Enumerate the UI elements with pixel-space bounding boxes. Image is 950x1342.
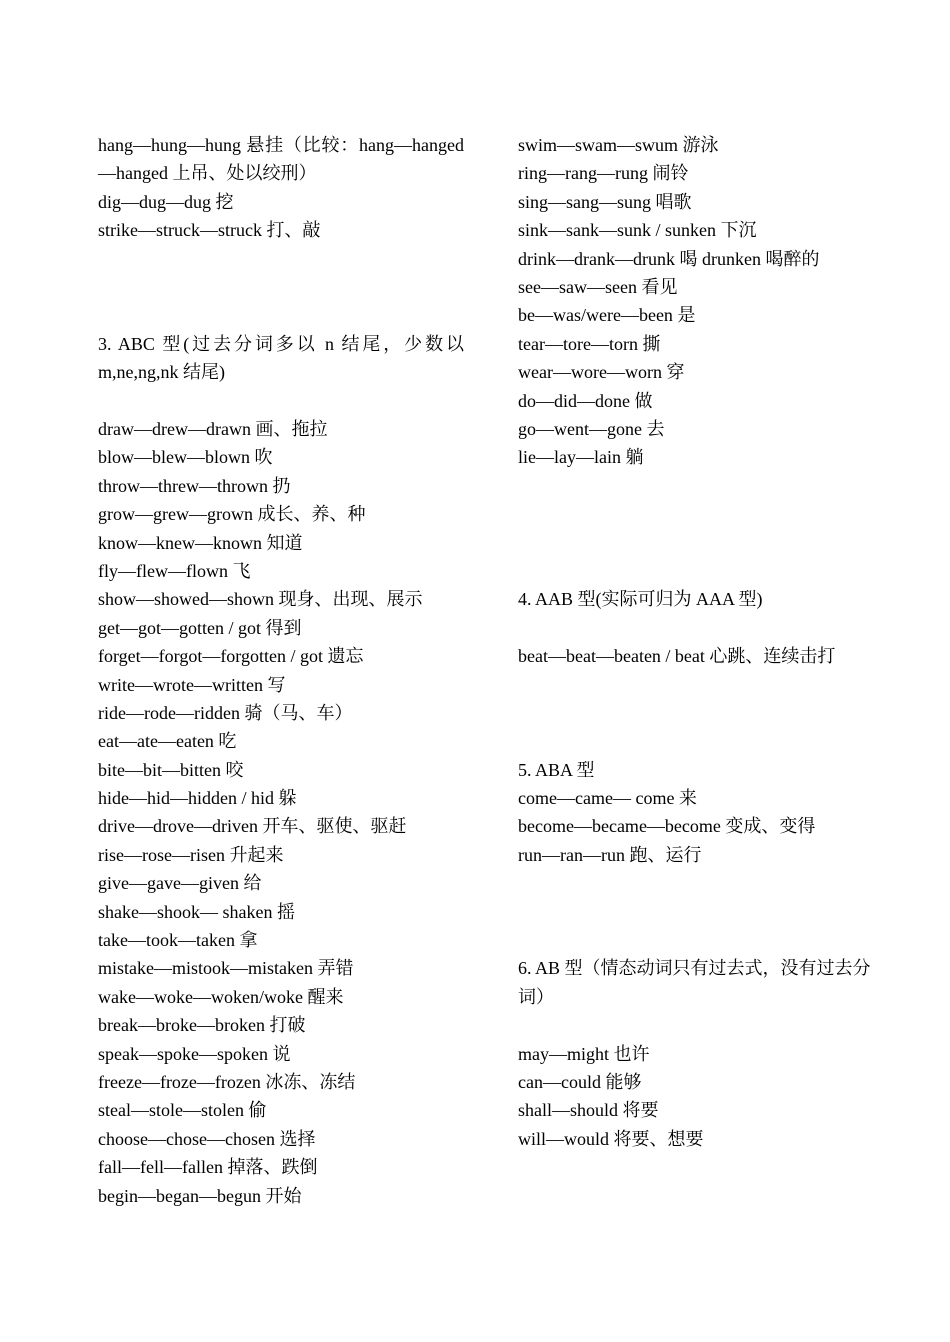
verb-entry: sink—sank—sunk / sunken 下沉: [518, 220, 757, 241]
verb-entry: shake—shook— shaken 摇: [98, 901, 295, 922]
verb-entry: begin—began—begun 开始: [98, 1185, 302, 1206]
verb-entry: draw—drew—drawn 画、拖拉: [98, 418, 328, 439]
verb-entry: ring—rang—rung 闹铃: [518, 163, 689, 184]
spacer: [518, 869, 890, 954]
verb-entry: steal—stole—stolen 偷: [98, 1100, 267, 1121]
verb-entry: show—showed—shown 现身、出现、展示: [98, 589, 423, 610]
verb-entry: give—gave—given 给: [98, 873, 262, 894]
strike-entry: strike—struck—struck 打、敲: [98, 220, 321, 241]
section-heading-abc: 3. ABC 型(过去分词多以 n 结尾，少数以 m,ne,ng,nk 结尾): [98, 333, 464, 383]
verb-entry: shall—should 将要: [518, 1100, 659, 1121]
spacer: [98, 387, 464, 415]
verb-entry: see—saw—seen 看见: [518, 276, 678, 297]
verb-entry: write—wrote—written 写: [98, 674, 286, 695]
spacer: [518, 1011, 890, 1039]
verb-entry: grow—grew—grown 成长、养、种: [98, 504, 366, 525]
hang-entry: hang—hung—hung 悬挂（比较：hang—hanged—hanged 上吊、处以绞刑）: [98, 135, 464, 184]
verb-entry: sing—sang—sung 唱歌: [518, 191, 692, 212]
verb-entry: forget—forgot—forgotten / got 遗忘: [98, 646, 364, 667]
verb-entry: bite—bit—bitten 咬: [98, 759, 244, 780]
verb-entry: wake—woke—woken/woke 醒来: [98, 986, 344, 1007]
verb-entry: wear—wore—worn 穿: [518, 362, 685, 383]
section-heading-aab: 4. AAB 型(实际可归为 AAA 型): [518, 589, 763, 610]
verb-entry: swim—swam—swum 游泳: [518, 135, 719, 155]
verb-entry: come—came— come 来: [518, 788, 697, 809]
verb-entry: rise—rose—risen 升起来: [98, 844, 284, 865]
verb-entry: mistake—mistook—mistaken 弄错: [98, 958, 354, 979]
verb-entry: tear—tore—torn 撕: [518, 333, 661, 354]
verb-entry: choose—chose—chosen 选择: [98, 1128, 316, 1149]
verb-entry: get—got—gotten / got 得到: [98, 617, 302, 638]
section-heading-ab: 6. AB 型（情态动词只有过去式，没有过去分词）: [518, 958, 871, 1007]
verb-entry: can—could 能够: [518, 1071, 642, 1092]
spacer: [518, 472, 890, 586]
spacer: [518, 670, 890, 755]
verb-entry: hide—hid—hidden / hid 躲: [98, 788, 297, 809]
verb-entry: may—might 也许: [518, 1043, 650, 1064]
right-column: [518, 131, 890, 1153]
verb-entry: become—became—become 变成、变得: [518, 816, 816, 837]
verb-entry: do—did—done 做: [518, 390, 653, 411]
verb-entry: run—ran—run 跑、运行: [518, 844, 702, 865]
verb-entry: fly—flew—flown 飞: [98, 560, 251, 581]
verb-entry: blow—blew—blown 吹: [98, 447, 273, 468]
section-heading-aba: 5. ABA 型: [518, 759, 595, 780]
verb-entry: eat—ate—eaten 吃: [98, 731, 237, 752]
spacer: [518, 614, 890, 642]
verb-entry: drink—drank—drunk 喝 drunken 喝醉的: [518, 248, 820, 269]
verb-entry: know—knew—known 知道: [98, 532, 303, 553]
dig-entry: dig—dug—dug 挖: [98, 191, 234, 212]
verb-entry: fall—fell—fallen 掉落、跌倒: [98, 1157, 318, 1178]
verb-entry: drive—drove—driven 开车、驱使、驱赶: [98, 816, 407, 837]
verb-entry: be—was/were—been 是: [518, 305, 696, 326]
verb-entry: take—took—taken 拿: [98, 930, 258, 951]
verb-entry: go—went—gone 去: [518, 418, 665, 439]
verb-entry: freeze—froze—frozen 冰冻、冻结: [98, 1071, 356, 1092]
spacer: [98, 245, 464, 330]
left-column: [98, 131, 464, 1210]
verb-entry: speak—spoke—spoken 说: [98, 1043, 291, 1064]
verb-entry: beat—beat—beaten / beat 心跳、连续击打: [518, 646, 836, 667]
verb-entry: ride—rode—ridden 骑（马、车）: [98, 702, 353, 723]
verb-entry: lie—lay—lain 躺: [518, 447, 644, 468]
verb-entry: will—would 将要、想要: [518, 1128, 704, 1149]
verb-entry: throw—threw—thrown 扔: [98, 475, 291, 496]
verb-entry: break—broke—broken 打破: [98, 1015, 306, 1036]
